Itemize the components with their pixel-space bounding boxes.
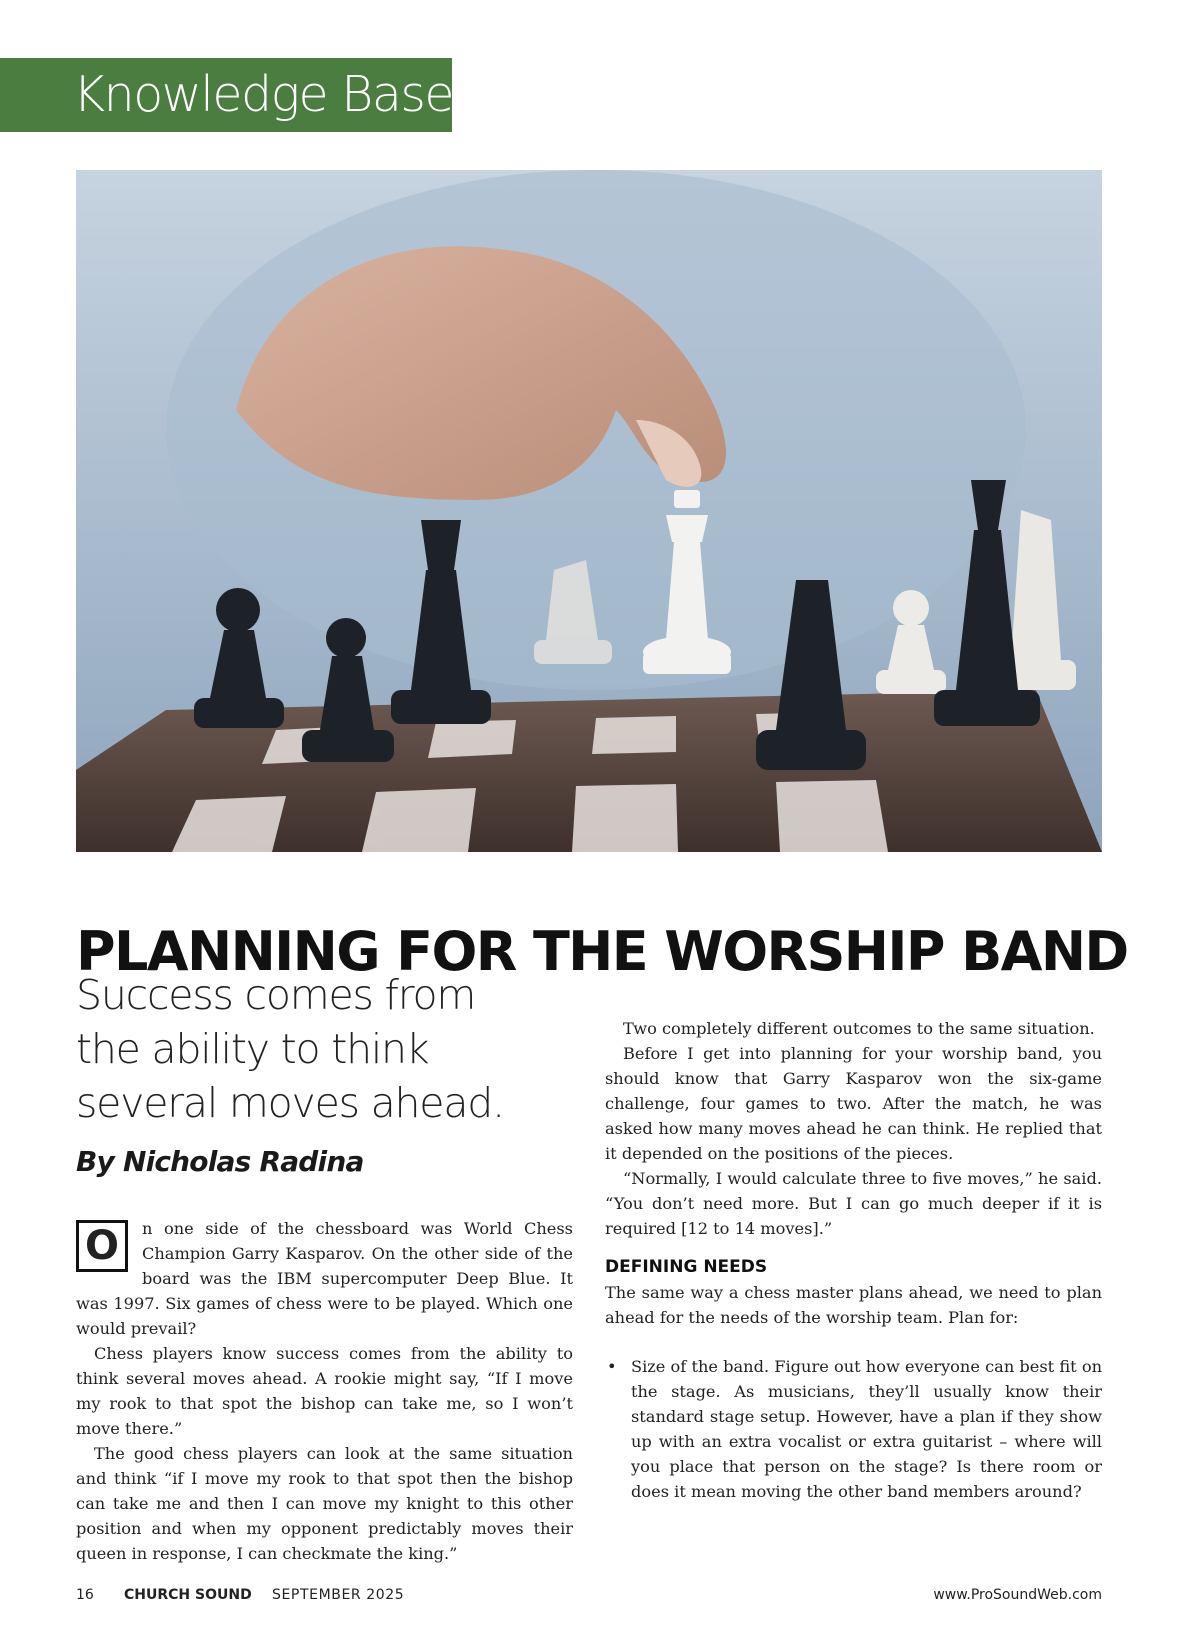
bullet-text: Size of the band. Figure out how everyone can best fit on the stage. As musicians, they’ll usually know their standard stage setup. However, have a plan if they show up with an extra vocalist or extra guitarist – where will you place that person on the stage? Is there room or does it mean moving the other band members around? bbox=[631, 1357, 1102, 1501]
chess-photo-illustration bbox=[76, 170, 1102, 852]
body-paragraph: The same way a chess master plans ahead, we need to plan ahead for the needs of the worship team. Plan for: bbox=[605, 1283, 1102, 1327]
body-paragraph: “Normally, I would calculate three to five moves,” he said. “You don’t need more. But I can go much deeper if it is required [12 to 14 moves].” bbox=[605, 1169, 1102, 1238]
page-number: 16 bbox=[76, 1587, 94, 1603]
body-paragraph: The good chess players can look at the same situation and think “if I move my rook to that spot then the bishop can take me and then I can move my knight to this other position and when my opponent predictably moves their queen in response, I can checkmate the king.” bbox=[76, 1444, 573, 1563]
body-paragraph: Two completely different outcomes to the same situation. bbox=[623, 1019, 1095, 1038]
body-paragraph: Chess players know success comes from the ability to think several moves ahead. A rookie might say, “If I move my rook to that spot the bishop can take me, so I won’t move there.” bbox=[76, 1344, 573, 1438]
bullet-list bbox=[605, 1354, 1102, 1504]
hero-image-chess bbox=[76, 170, 1102, 852]
page-footer bbox=[76, 1583, 1102, 1607]
drop-cap: O bbox=[76, 1220, 128, 1272]
website-url: www.ProSoundWeb.com bbox=[933, 1587, 1102, 1603]
body-column-left bbox=[76, 1216, 573, 1566]
body-paragraph-text: n one side of the chessboard was World Chess Champion Garry Kasparov. On the other side of the board was the IBM supercomputer Deep Blue. It was 1997. Six games of chess were to be played. Which one would prevail? bbox=[76, 1219, 573, 1338]
body-paragraph bbox=[76, 1216, 573, 1341]
bullet-item bbox=[605, 1354, 1102, 1504]
bullet-dot-icon: • bbox=[607, 1357, 617, 1376]
section-subhead: DEFINING NEEDS bbox=[605, 1257, 768, 1277]
section-label: Knowledge Base bbox=[73, 66, 454, 123]
magazine-name: CHURCH SOUND bbox=[124, 1587, 252, 1603]
article-headline: PLANNING FOR THE WORSHIP BAND bbox=[76, 920, 1128, 984]
body-column-right bbox=[605, 1016, 1102, 1504]
section-banner bbox=[0, 58, 452, 132]
article-byline: By Nicholas Radina bbox=[76, 1145, 364, 1178]
body-paragraph: Before I get into planning for your worship band, you should know that Garry Kasparov won the six-game challenge, four games to two. After the match, he was asked how many moves ahead he can think. He replied that it depended on the positions of the pieces. bbox=[605, 1044, 1102, 1163]
article-deck: Success comes from the ability to think several moves ahead. bbox=[76, 971, 504, 1127]
issue-date: SEPTEMBER 2025 bbox=[272, 1587, 405, 1603]
